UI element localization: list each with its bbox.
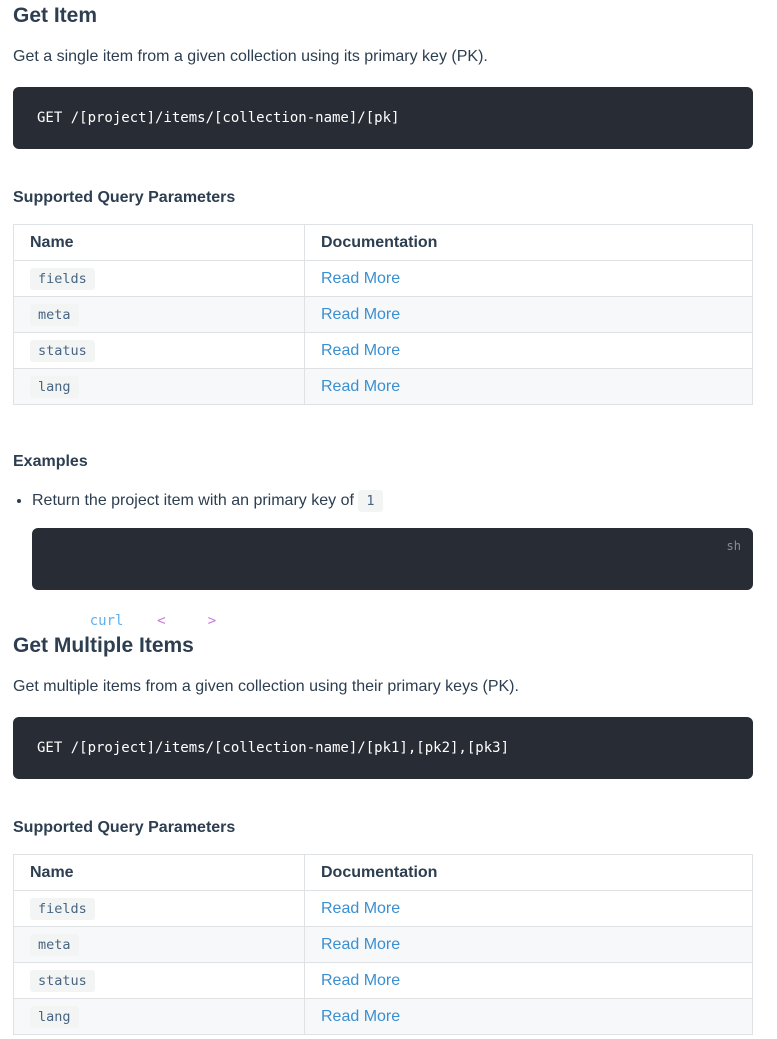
- endpoint-text: GET /[project]/items/[collection-name]/[pk]: [37, 110, 400, 126]
- code-language-label: sh: [726, 539, 741, 553]
- param-name: meta: [30, 304, 79, 326]
- param-name: status: [30, 340, 95, 362]
- endpoint-code-block: [13, 87, 753, 149]
- col-doc-header: Documentation: [305, 855, 753, 891]
- table-row: [14, 927, 753, 963]
- col-name-header: Name: [14, 855, 305, 891]
- example-value: 1: [358, 490, 382, 512]
- read-more-link[interactable]: Read More: [321, 1007, 401, 1025]
- col-doc-header: Documentation: [305, 225, 753, 261]
- examples-list: [13, 489, 753, 513]
- endpoint-text: GET /[project]/items/[collection-name]/[pk1],[pk2],[pk3]: [37, 740, 510, 756]
- code-angle-close: >: [207, 613, 217, 629]
- read-more-link[interactable]: Read More: [321, 899, 401, 917]
- example-code-block: [32, 528, 753, 629]
- table-header-row: [14, 225, 753, 261]
- code-url: : https://api.directus.io/_/items/projects/1: [216, 613, 588, 629]
- params-heading: Supported Query Parameters: [13, 819, 236, 836]
- read-more-link[interactable]: Read More: [321, 971, 401, 989]
- table-row: [14, 261, 753, 297]
- read-more-link[interactable]: Read More: [321, 269, 401, 287]
- param-name: fields: [30, 898, 95, 920]
- code-flag: -u: [131, 613, 149, 629]
- table-row: [14, 333, 753, 369]
- code-angle-open: <: [157, 613, 166, 629]
- code-token: token: [165, 613, 208, 629]
- table-row: [14, 891, 753, 927]
- table-row: [14, 297, 753, 333]
- code-command: curl: [89, 613, 124, 629]
- endpoint-code-block: [13, 717, 753, 779]
- section-description: Get multiple items from a given collection using their primary keys (PK).: [13, 678, 519, 695]
- list-item: [32, 489, 753, 513]
- read-more-link[interactable]: Read More: [321, 305, 401, 323]
- table-row: [14, 963, 753, 999]
- section-description: Get a single item from a given collection using its primary key (PK).: [13, 48, 488, 65]
- param-name: meta: [30, 934, 79, 956]
- example-description: Return the project item with an primary key of: [32, 492, 354, 509]
- read-more-link[interactable]: Read More: [321, 377, 401, 395]
- table-row: [14, 999, 753, 1035]
- param-name: lang: [30, 376, 79, 398]
- params-table: [13, 224, 753, 405]
- section-title-get-item: Get Item: [13, 4, 98, 27]
- col-name-header: Name: [14, 225, 305, 261]
- table-row: [14, 369, 753, 405]
- read-more-link[interactable]: Read More: [321, 341, 401, 359]
- read-more-link[interactable]: Read More: [321, 935, 401, 953]
- section-title-get-multiple: Get Multiple Items: [13, 634, 194, 657]
- param-name: lang: [30, 1006, 79, 1028]
- params-table: [13, 854, 753, 1035]
- examples-heading: Examples: [13, 453, 88, 470]
- params-heading: Supported Query Parameters: [13, 189, 236, 206]
- table-header-row: [14, 855, 753, 891]
- param-name: fields: [30, 268, 95, 290]
- param-name: status: [30, 970, 95, 992]
